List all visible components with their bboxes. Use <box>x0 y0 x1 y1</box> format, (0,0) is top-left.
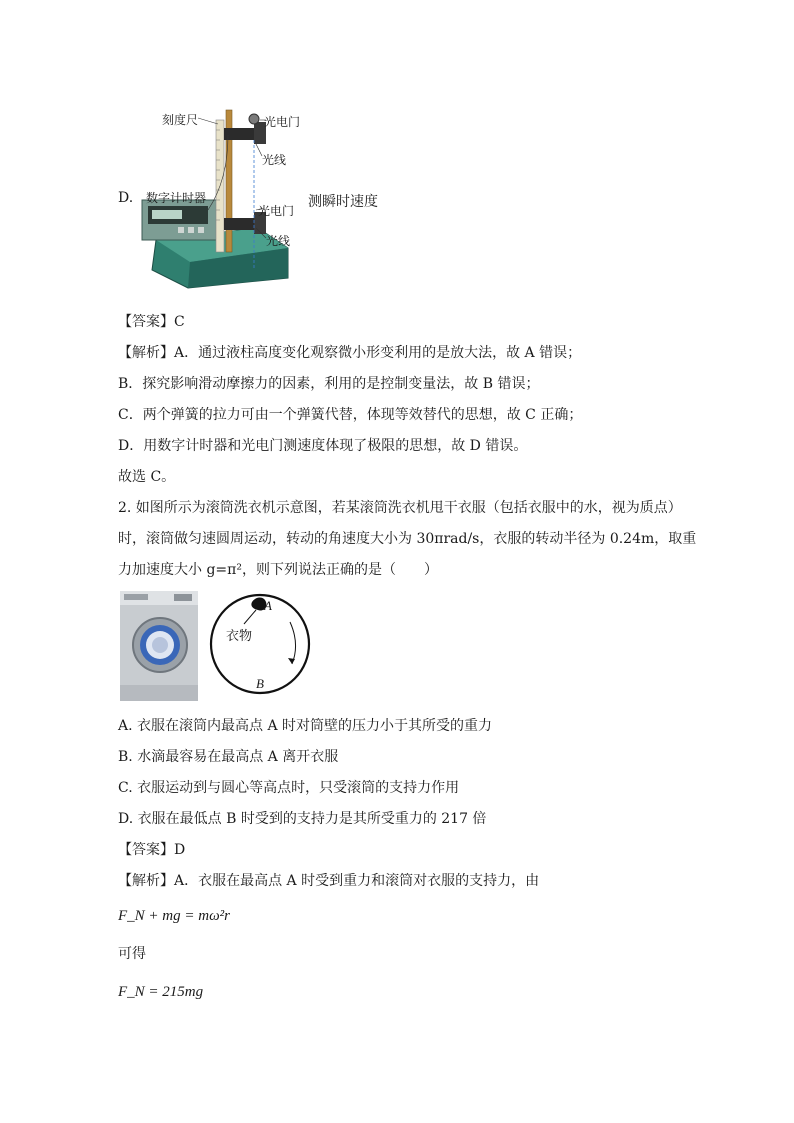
q2-option-c: C. 衣服运动到与圆心等高点时，只受滚筒的支持力作用 <box>118 780 460 796</box>
q2-analysis-tag: 【解析】 <box>118 873 174 889</box>
drum-point-b: B <box>256 676 264 691</box>
label-ruler: 刻度尺 <box>162 113 199 127</box>
q2-answer-value: D <box>174 842 186 858</box>
q1-analysis-b: B．探究影响滑动摩擦力的因素，利用的是控制变量法，故 B 错误； <box>118 376 540 392</box>
q1-answer-tag: 【答案】 <box>118 314 174 330</box>
label-photogate-bottom: 光电门 <box>258 204 295 218</box>
q2-option-a: A. 衣服在滚筒内最高点 A 时对筒壁的压力小于其所受的重力 <box>118 718 493 734</box>
q1-answer-line <box>118 312 185 332</box>
q1-analysis-tag: 【解析】 <box>118 345 174 361</box>
q2-keyi: 可得 <box>118 946 146 962</box>
label-photogate-top: 光电门 <box>264 115 301 129</box>
label-beam-top: 光线 <box>262 153 287 167</box>
q1-analysis-a: A．通过液柱高度变化观察微小形变利用的是放大法，故 A 错误； <box>174 345 582 361</box>
label-timer: 数字计时器 <box>146 191 207 205</box>
q2-stem-line-2: 时，滚筒做匀速圆周运动，转动的角速度大小为 30πrad/s，衣服的转动半径为 0.24m，取重 <box>118 531 697 547</box>
q1-analysis-d: D．用数字计时器和光电门测速度体现了极限的思想，故 D 错误。 <box>118 438 528 454</box>
drum-clothes-label: 衣物 <box>226 629 253 644</box>
q2-stem-line-3: 力加速度大小 g=π²，则下列说法正确的是（ ） <box>118 562 438 578</box>
q1-answer-value: C <box>174 314 185 330</box>
q1-analysis-c: C．两个弹簧的拉力可由一个弹簧代替，体现等效替代的思想，故 C 正确； <box>118 407 583 423</box>
washing-machine-photo <box>120 591 198 701</box>
q2-formula-2: F_N = 215mg <box>118 984 204 1000</box>
q2-answer-line <box>118 840 185 860</box>
q2-stem-line-1: 2. 如图所示为滚筒洗衣机示意图，若某滚筒洗衣机甩干衣服（包括衣服中的水，视为质点） <box>118 500 682 516</box>
q2-option-b: B. 水滴最容易在最高点 A 离开衣服 <box>118 749 339 765</box>
q2-option-d: D. 衣服在最低点 B 时受到的支持力是其所受重力的 217 倍 <box>118 811 487 827</box>
q2-answer-tag: 【答案】 <box>118 842 174 858</box>
option-d-caption: 测瞬时速度 <box>308 194 378 210</box>
q2-analysis-a: A．衣服在最高点 A 时受到重力和滚筒对衣服的支持力，由 <box>174 873 540 889</box>
label-beam-bottom: 光线 <box>266 234 291 248</box>
option-d-letter: D. <box>118 190 134 206</box>
drum-point-a: A <box>264 598 272 613</box>
q1-conclusion: 故选 C。 <box>118 469 176 485</box>
q2-analysis-line-1 <box>118 871 539 891</box>
q2-formula-1: F_N + mg = mω²r <box>118 908 231 924</box>
q1-analysis-line-1 <box>118 343 581 363</box>
